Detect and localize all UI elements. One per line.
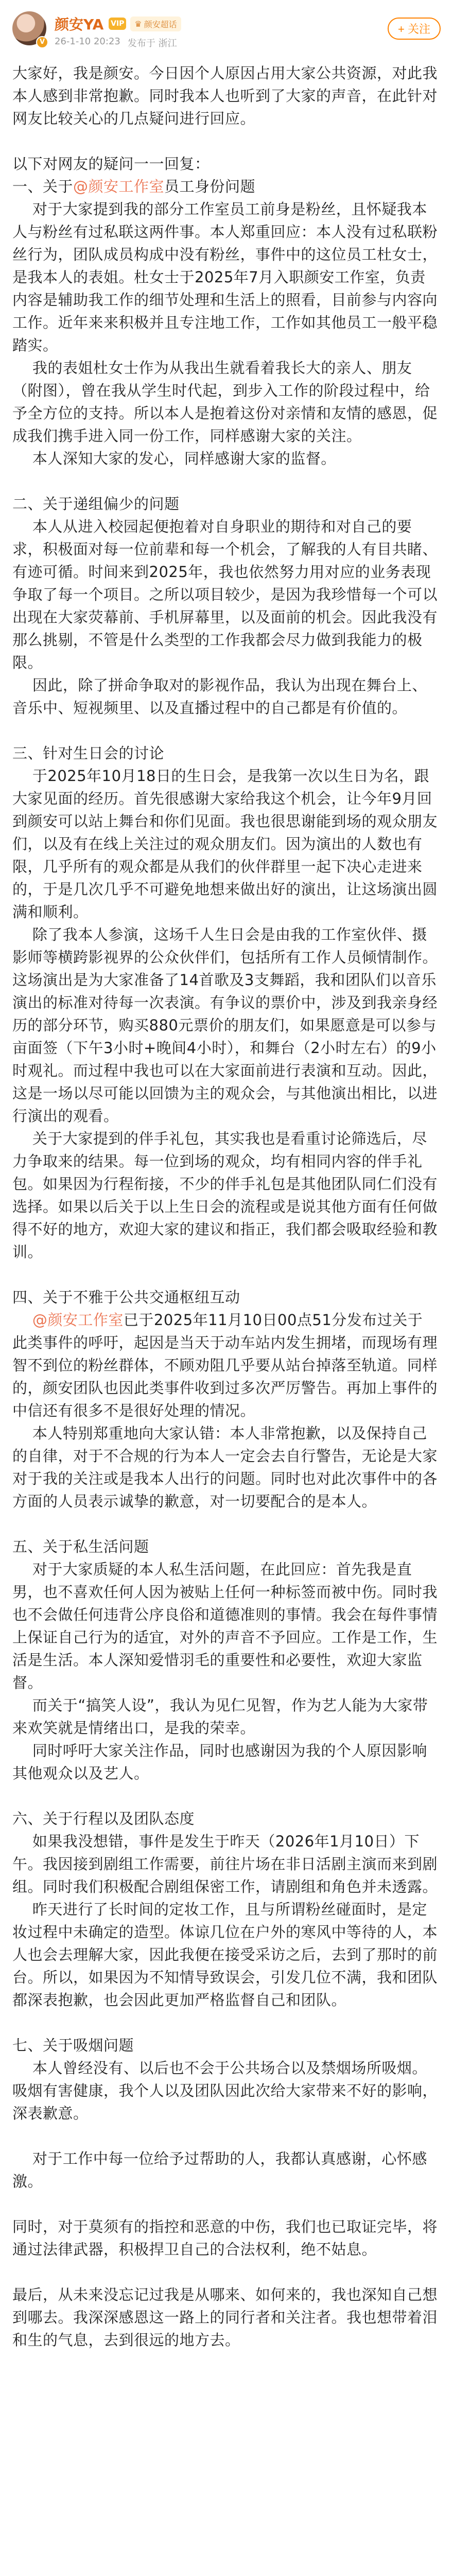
post-paragraph: [12, 2034, 438, 2125]
post-paragraph: [12, 742, 438, 1263]
paragraph-text: 本人特别郑重地向大家认错：本人非常抱歉，以及保持自己的自律，对于不合规的行为本人一定会去自行警告，无论是大家对于我的关注或是我本人出行的问题。同时也对此次事件中的各方面的人员表示诚挚的歉意，对一切要配合的是本人。: [12, 1425, 438, 1510]
post-body: [12, 62, 438, 2374]
paragraph-text: 本人深知大家的发心，同样感谢大家的监督。: [32, 450, 336, 467]
mention-link[interactable]: @颜安工作室: [73, 178, 165, 195]
mention-link[interactable]: @颜安工作室: [32, 1311, 124, 1329]
post-paragraph: [12, 2147, 438, 2193]
post-paragraph: [12, 152, 438, 470]
post-timestamp: 26-1-10 20:23: [55, 36, 120, 47]
paragraph-text: 以下对网友的疑问一一回复：: [12, 155, 210, 173]
paragraph-text: 员工身份问题: [164, 178, 256, 195]
crown-icon: ♛: [134, 19, 142, 29]
paragraph-text: 已于2025年11月10日00点51分发布过关于此类事件的呼吁，起因是当天于动车站内发生拥堵，而现场有理智不到位的粉丝群体，不顾劝阻几乎要从站台掉落至轨道。同样的，颜安团队也因此类事件收到过多次严厉警告。再加上事件的中信还有很多不是很好处理的情况。: [12, 1311, 438, 1419]
author-name[interactable]: 颜安YA: [55, 16, 104, 33]
paragraph-text: 最后，从未来没忘记过我是从哪来、如何来的，我也深知自己想到哪去。我深深感恩这一路上的同行者和关注者。我也想带着泪和生的气息，去到很远的地方去。: [12, 2286, 438, 2349]
paragraph-text: 因此，除了拼命争取对的影视作品，我认为出现在舞台上、音乐中、短视频里、以及直播过程中的自己都是有价值的。: [12, 676, 427, 717]
paragraph-text: 四、关于不雅于公共交通枢纽互动: [12, 1289, 240, 1306]
paragraph-text: 五、关于私生活问题: [12, 1538, 149, 1555]
paragraph-text: 本人曾经没有、以后也不会于公共场合以及禁烟场所吸烟。吸烟有害健康，我个人以及团队因此次给大家带来不好的影响，深表歉意。: [12, 2059, 438, 2122]
paragraph-text: 于2025年10月18日的生日会，是我第一次以生日为名，跟大家见面的经历。首先很感谢大家给我这个机会，让今年9月回到颜安可以站上舞台和你们见面。我也很思谢能到场的观众朋友们，以及有在线上关注过的观众朋友们。因为演出的人数也有限，几乎所有的观众都是从我们的伙伴群里一起下决心走进来的，于是几次几乎不可避免地想来做出好的演出，让这场演出圆满和顺利。: [12, 767, 438, 921]
post-paragraph: [12, 2215, 438, 2261]
supertopic-label: 颜安超话: [144, 19, 177, 29]
follow-button[interactable]: + 关注: [388, 18, 441, 40]
paragraph-text: 如果我没想错，事件是发生于昨天（2026年1月10日）下午。我因接到剧组工作需要，前往片场在非日活剧主演而来到剧组。同时我们积极配合剧组保密工作，请剧组和角色并未透露。: [12, 1833, 438, 1895]
post-paragraph: [12, 1535, 438, 1785]
paragraph-text: 对于大家提到我的部分工作室员工前身是粉丝，且怀疑我本人与粉丝有过私联这两件事。本人郑重回应：本人没有过私联粉丝行为，团队成员构成中没有粉丝，事件中的这位员工杜女士，是我本人的表姐。杜女士于2025年7月入职颜安工作室，负责内容是辅助我工作的细节处理和生活上的照看，目前参与内容向工作。近年来来积极并且专注地工作，工作如其他员工一般平稳踏实。: [12, 200, 438, 354]
paragraph-text: 同时，对于莫须有的指控和恶意的中伤，我们也已取证完毕，将通过法律武器，积极捍卫自己的合法权利，绝不姑息。: [12, 2218, 438, 2258]
paragraph-text: 七、关于吸烟问题: [12, 2037, 134, 2054]
paragraph-text: 二、关于递组偏少的问题: [12, 495, 180, 513]
paragraph-text: 同时呼吁大家关注作品，同时也感谢因为我的个人原因影响其他观众以及艺人。: [12, 1742, 427, 1782]
paragraph-text: 关于大家提到的伴手礼包，其实我也是看重讨论筛选后，尽力争取来的结果。每一位到场的观众，均有相同内容的伴手礼包。如果因为行程衔接，不少的伴手礼包是其他团队同仁们没有选择。如果以后关于以上生日会的流程或是说其他方面有任何做得不好的地方，欢迎大家的建议和指正，我们都会吸取经验和教训。: [12, 1130, 438, 1261]
post-paragraph: [12, 2283, 438, 2351]
post-source: 发布于 浙江: [127, 38, 177, 49]
paragraph-text: 对于工作中每一位给予过帮助的人，我都认真感谢，心怀感激。: [12, 2150, 427, 2190]
post-paragraph: [12, 62, 438, 130]
post-meta: [55, 36, 177, 49]
post-paragraph: [12, 1807, 438, 2011]
verified-badge-icon: V: [36, 36, 48, 48]
paragraph-text: 昨天进行了长时间的定妆工作，且与所谓粉丝碰面时，是定妆过程中未确定的造型。体谅几位在户外的寒风中等待的人，本人也会去理解大家，因此我便在接受采访之后，去到了那时的前台。所以，如果因为不知情导致误会，引发几位不满，我和团队都深表抱歉，也会因此更加严格监督自己和团队。: [12, 1901, 438, 2009]
member-icon: VIP: [109, 18, 126, 30]
paragraph-text: 三、针对生日会的讨论: [12, 744, 165, 762]
paragraph-text: 大家好，我是颜安。今日因个人原因占用大家公共资源，对此我本人感到非常抱歉。同时我本人也听到了大家的声音，在此针对网友比较关心的几点疑问进行回应。: [12, 64, 438, 127]
paragraph-text: 而关于“搞笑人设”，我认为见仁见智，作为艺人能为大家带来欢笑就是情绪出口，是我的荣幸。: [12, 1697, 428, 1737]
post-paragraph: [12, 493, 438, 719]
paragraph-text: [12, 1311, 32, 1329]
paragraph-text: 一、关于: [12, 178, 74, 195]
post-paragraph: [12, 1286, 438, 1513]
paragraph-text: 我的表姐杜女士作为从我出生就看着我长大的亲人、朋友（附图），曾在我从学生时代起，到步入工作的阶段过程中，给予全方位的支持。所以本人是抱着这份对亲情和友情的感恩，促成我们携手进入同一份工作，同样感谢大家的关注。: [12, 359, 438, 445]
paragraph-text: 六、关于行程以及团队态度: [12, 1810, 195, 1827]
post-header: [0, 0, 453, 62]
paragraph-text: 本人从进入校园起便抱着对自身职业的期待和对自己的要求，积极面对每一位前辈和每一个机会，了解我的人有目共睹、有迹可循。时间来到2025年，我也依然努力用对应的业务表现争取了每一个项目。之所以项目较少，是因为我珍惜每一个可以出现在大家荧幕前、手机屏幕里，以及面前的机会。因此我没有那么挑剔，不管是什么类型的工作我都会尽力做到我能力的极限。: [12, 518, 438, 671]
paragraph-text: 除了我本人参演，这场千人生日会是由我的工作室伙伴、摄影师等横跨影视界的公众伙伴们，包括所有工作人员倾情制作。这场演出是为大家准备了14首歌及3支舞蹈，我和团队们以音乐演出的标准对待每一次表演。有争议的票价中，涉及到我亲身经历的部分环节，购买880元票价的朋友们，如果愿意是可以参与亩面签（下午3小时+晚间4小时），和舞台（2小时左右）的9小时观礼。而过程中我也可以在大家面前进行表演和互动。因此，这是一场以尽可能以回馈为主的观众会，与其他演出相比，以进行演出的观看。: [12, 926, 438, 1125]
paragraph-text: 对于大家质疑的本人私生活问题，在此回应：首先我是直男，也不喜欢任何人因为被贴上任何一种标签而被中伤。同时我也不会做任何违背公序良俗和道德准则的事情。我会在每件事情上保证自己行为的适宜，对外的声音不予回应。工作是工作，生活是生活。本人深知爱惜羽毛的重要性和必要性，欢迎大家监督。: [12, 1561, 438, 1691]
author-row: [55, 13, 181, 34]
supertopic-badge[interactable]: [130, 16, 181, 31]
